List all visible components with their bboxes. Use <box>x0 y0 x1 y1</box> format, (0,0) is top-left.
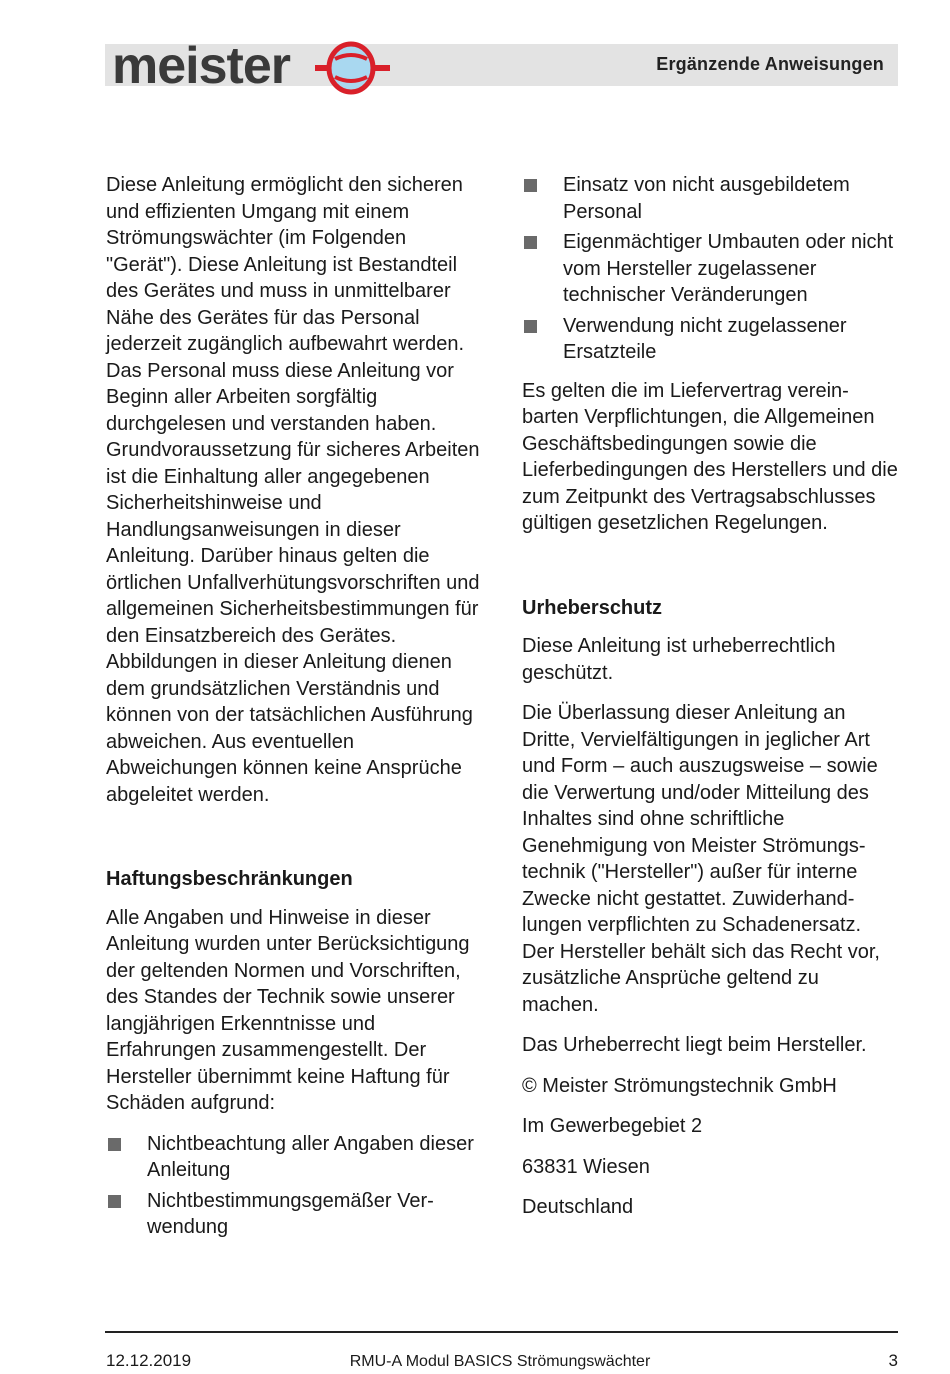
footer-date: 12.12.2019 <box>106 1351 192 1370</box>
company-name: © Meister Strömungstechnik GmbH <box>522 1074 837 1097</box>
square-bullet-icon <box>524 236 537 249</box>
liability-bullet-list-continued <box>522 172 898 366</box>
list-item <box>106 1188 484 1241</box>
page-number: 3 <box>888 1351 898 1370</box>
copyright-heading: Urheberschutz <box>522 596 663 619</box>
copyright-paragraph-2: Die Überlassung dieser Anleitung an Dritte, Vervielfältigungen in jeglicher Art und Form – auch auszugsweise – sowie die Verwertung und/oder Mitteilung des Inhaltes sind ohne schriftliche Genehmigung von Meister Strömungstechnik ("Hersteller") außer für interne Zwecke nicht gestattet. Zuwiderhandlungen verpflichten zu Schadenersatz. Der Hersteller behält sich das Recht vor, zusätzliche Ansprüche geltend zu machen. <box>522 702 880 1016</box>
left-column <box>106 172 484 1253</box>
right-column <box>522 172 898 1235</box>
copyright-paragraph-3: Das Urheberrecht liegt beim Hersteller. <box>522 1034 867 1056</box>
footer-document-title: RMU-A Modul BASICS Strömungswächter <box>349 1353 651 1370</box>
list-item-text: Nichtbeachtung aller Angaben dieser Anleitung <box>147 1132 474 1181</box>
spacer <box>522 551 898 595</box>
contract-paragraph: Es gelten die im Liefervertrag vereinbarten Verpflichtungen, die Allgemeinen Geschäftsbedingungen sowie die Lieferbedingungen des Herstellers und die zum Zeitpunkt des Vertragsabschlusses gültigen gesetzlichen Regelungen. <box>522 379 898 534</box>
list-item-text: Eigenmächtiger Umbauten oder nicht vom Hersteller zugelassener technischer Veränderungen <box>563 231 894 306</box>
list-item <box>106 1131 484 1184</box>
copyright-paragraph-1: Diese Anleitung ist urheberrechtlich geschützt. <box>522 635 836 684</box>
logo-text: meister <box>112 37 290 95</box>
list-item <box>522 229 898 309</box>
square-bullet-icon <box>524 179 537 192</box>
meister-logo <box>112 34 402 98</box>
intro-paragraph: Diese Anleitung ermöglicht den sicheren und effizienten Umgang mit einem Strömungswächter (im Folgenden "Gerät"). Diese Anleitung ist Bestandteil des Gerätes und muss in unmittelbarer Nähe des Gerätes für das Personal jederzeit zugänglich aufbewahrt werden. Das Personal muss diese Anleitung vor Beginn aller Arbeiten sorgfältig durchgelesen und verstanden haben. Grundvoraussetzung für sicheres Arbeiten ist die Einhaltung aller angegebenen Sicherheitshinweise und Handlungsanweisungen in dieser Anleitung. Darüber hinaus gelten die örtlichen Unfallverhütungsvorschriften und allgemeinen Sicherheitsbestimmungen für den Einsatzbereich des Gerätes. Abbildungen in dieser Anleitung dienen dem grundsätzlichen Verständnis und können von der tatsächlichen Ausführung abweichen. Aus eventuellen Abweichungen können keine Ansprüche abgeleitet werden. <box>106 174 480 806</box>
list-item <box>522 172 898 225</box>
square-bullet-icon <box>524 320 537 333</box>
square-bullet-icon <box>108 1138 121 1151</box>
address-city: 63831 Wiesen <box>522 1155 650 1178</box>
header-title: Ergänzende Anweisungen <box>656 54 884 74</box>
list-item-text: Einsatz von nicht ausgebildetem Personal <box>563 174 850 223</box>
list-item <box>522 313 898 366</box>
logo-flow-icon <box>315 38 399 98</box>
liability-paragraph: Alle Angaben und Hinweise in dieser Anleitung wurden unter Berücksichtigung der geltenden Normen und Vorschriften, des Standes der Technik sowie unserer langjährigen Erkenntnisse und Erfahrungen zusammengestellt. Der Hersteller übernimmt keine Haftung für Schäden aufgrund: <box>106 906 470 1114</box>
address-street: Im Gewerbegebiet 2 <box>522 1115 703 1137</box>
liability-bullet-list <box>106 1131 484 1241</box>
address-country: Deutschland <box>522 1196 634 1218</box>
list-item-text: Nichtbestimmungsgemäßer Verwendung <box>147 1189 434 1238</box>
spacer <box>106 822 484 866</box>
square-bullet-icon <box>108 1195 121 1208</box>
footer-divider <box>105 1331 898 1333</box>
list-item-text: Verwendung nicht zugelassener Ersatzteile <box>563 314 847 363</box>
liability-heading: Haftungsbeschränkungen <box>106 868 353 890</box>
